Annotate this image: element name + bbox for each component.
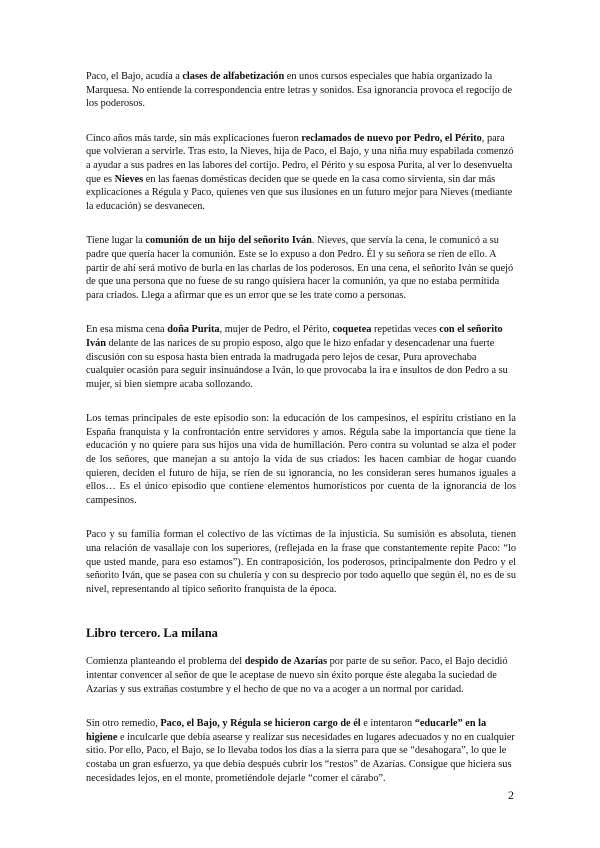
text-run: Paco, el Bajo, acudía a xyxy=(86,71,183,82)
text-run: Paco y su familia forman el colectivo de las víctimas de la injusticia. Su sumisión es absoluta, tienen una relación de vasallaje con los superiores, (reflejada en la frase que constantemente repite Paco: “lo que usted mande, para eso estamos”). En contraposición, los poderosos, principalmente don Pedro y el señorito Iván, que se pasea con su chulería y con su desprecio por todo aquello que según él, no es de su nivel, representando al típico señorito franquista de la época. xyxy=(86,529,516,595)
document-page xyxy=(86,70,516,785)
text-run: e intentaron xyxy=(360,718,415,730)
libro-tercero-section xyxy=(86,655,516,785)
text-run: e inculcarle que debía asearse y realizar sus necesidades en lugares adecuados y no en cualquier sitio. Por ello, Paco, el Bajo, se lo llevaba todos los días a la sierra para que se “desahogara”, lo que le costaba un gran esfuerzo, ya que debía después cubrir los “restos” de Azarías. Consigue que hiciera sus necesidades lejos, en el monte, prometiéndole dejarle “comer el cárabo”. xyxy=(86,731,515,784)
paragraph-p6 xyxy=(86,528,516,596)
bold-text: coquetea xyxy=(332,324,372,336)
text-run: Comienza planteando el problema del xyxy=(86,656,245,668)
paragraph-p3 xyxy=(86,234,516,302)
bold-text: despido de Azarías xyxy=(244,656,328,668)
episode-summary-section xyxy=(86,70,516,596)
bold-text: reclamados de nuevo por Pedro, el Périto xyxy=(301,132,482,144)
text-run: , mujer de Pedro, el Périto, xyxy=(219,324,333,336)
bold-text: clases de alfabetización xyxy=(182,71,285,82)
section-heading: Libro tercero. La milana xyxy=(86,626,218,641)
text-run: En esa misma cena xyxy=(86,324,168,336)
paragraph-p4 xyxy=(86,323,516,391)
text-run: , para que volvieran a servirle. Tras esto, la Nieves, hija de Paco, el Bajo, y una niña muy espabilada comenzó a ayudar a sus padres en las labores del cortijo. Pedro, el Périto y su esposa Purita, al ver lo desenvuelta que es xyxy=(86,132,514,185)
bold-text: doña Purita xyxy=(167,324,220,336)
text-run: Tiene lugar la xyxy=(86,235,146,247)
bold-text: comunión de un hijo del señorito Iván xyxy=(145,235,312,247)
text-run: . Nieves, que servía la cena, le comunicó a su padre que quería hacer la comunión. Este se lo expuso a don Pedro. Él y su señora se ríen de ello. A partir de ahí será motivo de burla en las charlas de los poderosos. En una cena, el señorito Iván se quejó de que una persona que no fuese de su rango quisiera hacer la comunión, ya que no estaba permitida para criados. Llega a afirmar que es un error que se les trate como a personas. xyxy=(86,235,514,301)
text-run: Los temas principales de este episodio son: la educación de los campesinos, el espíritu cristiano en la España franquista y la confrontación entre servidores y amos. Régula sabe la importancia que tiene la educación y no quiere para sus hijos una vida de humillación. Pero contra su voluntad se alza el poder de los señores, que manejan a su antojo la vida de sus criados: les hacen cambiar de hogar cuando quieren, deciden el futuro de hija, se ríen de su ignorancia, no les consideran seres humanos iguales a ellos… Es el único episodio que contiene elementos humorísticos por cuenta de la ignorancia de los campesinos. xyxy=(86,413,516,506)
text-run: en unos cursos especiales que había organizado la Marquesa. No entiende la correspondencia entre letras y sonidos. Esa ignorancia provoca el regocijo de los poderosos. xyxy=(86,71,513,110)
bold-text: “educarle” en la higiene xyxy=(86,718,487,743)
bold-text: con el señorito Iván xyxy=(86,324,503,349)
bold-text: Paco, el Bajo, y Régula se hicieron cargo de él xyxy=(160,718,361,730)
text-run: repetidas veces xyxy=(371,324,440,336)
bold-text: Nieves xyxy=(114,173,144,185)
text-run: en las faenas domésticas deciden que se quede en la casa como sirvienta, sin dar más explicaciones a Régula y Paco, quienes ven que sus ilusiones en un futuro mejor para Nieves (mediante la educación) se desvanecen. xyxy=(86,173,513,212)
text-run: Sin otro remedio, xyxy=(86,718,161,730)
text-run: Cinco años más tarde, sin más explicaciones fueron xyxy=(86,132,302,144)
paragraph-p8 xyxy=(86,717,516,785)
text-run: por parte de su señor. Paco, el Bajo decidió intentar convencer al señor de que le aceptase de nuevo sin éxito porque éste alegaba la suciedad de Azarías y sus extrañas costumbre y el hecho de que no va a acoger a un normal por caridad. xyxy=(86,656,508,695)
text-run: delante de las narices de su propio esposo, algo que le hizo enfadar y desencadenar una fuerte discusión con su esposa hasta bien entrada la madrugada pero lejos de cesar, Pura aprovechaba cualquier ocasión para seguir insinuándose a Iván, lo que provocaba la ira e insultos de don Pedro a su mujer, si bien siempre acaba sollozando. xyxy=(86,337,508,390)
paragraph-p1 xyxy=(86,70,516,111)
paragraph-p5 xyxy=(86,412,516,507)
page-number: 2 xyxy=(508,788,514,802)
paragraph-p7 xyxy=(86,655,516,696)
paragraph-p2 xyxy=(86,132,516,214)
